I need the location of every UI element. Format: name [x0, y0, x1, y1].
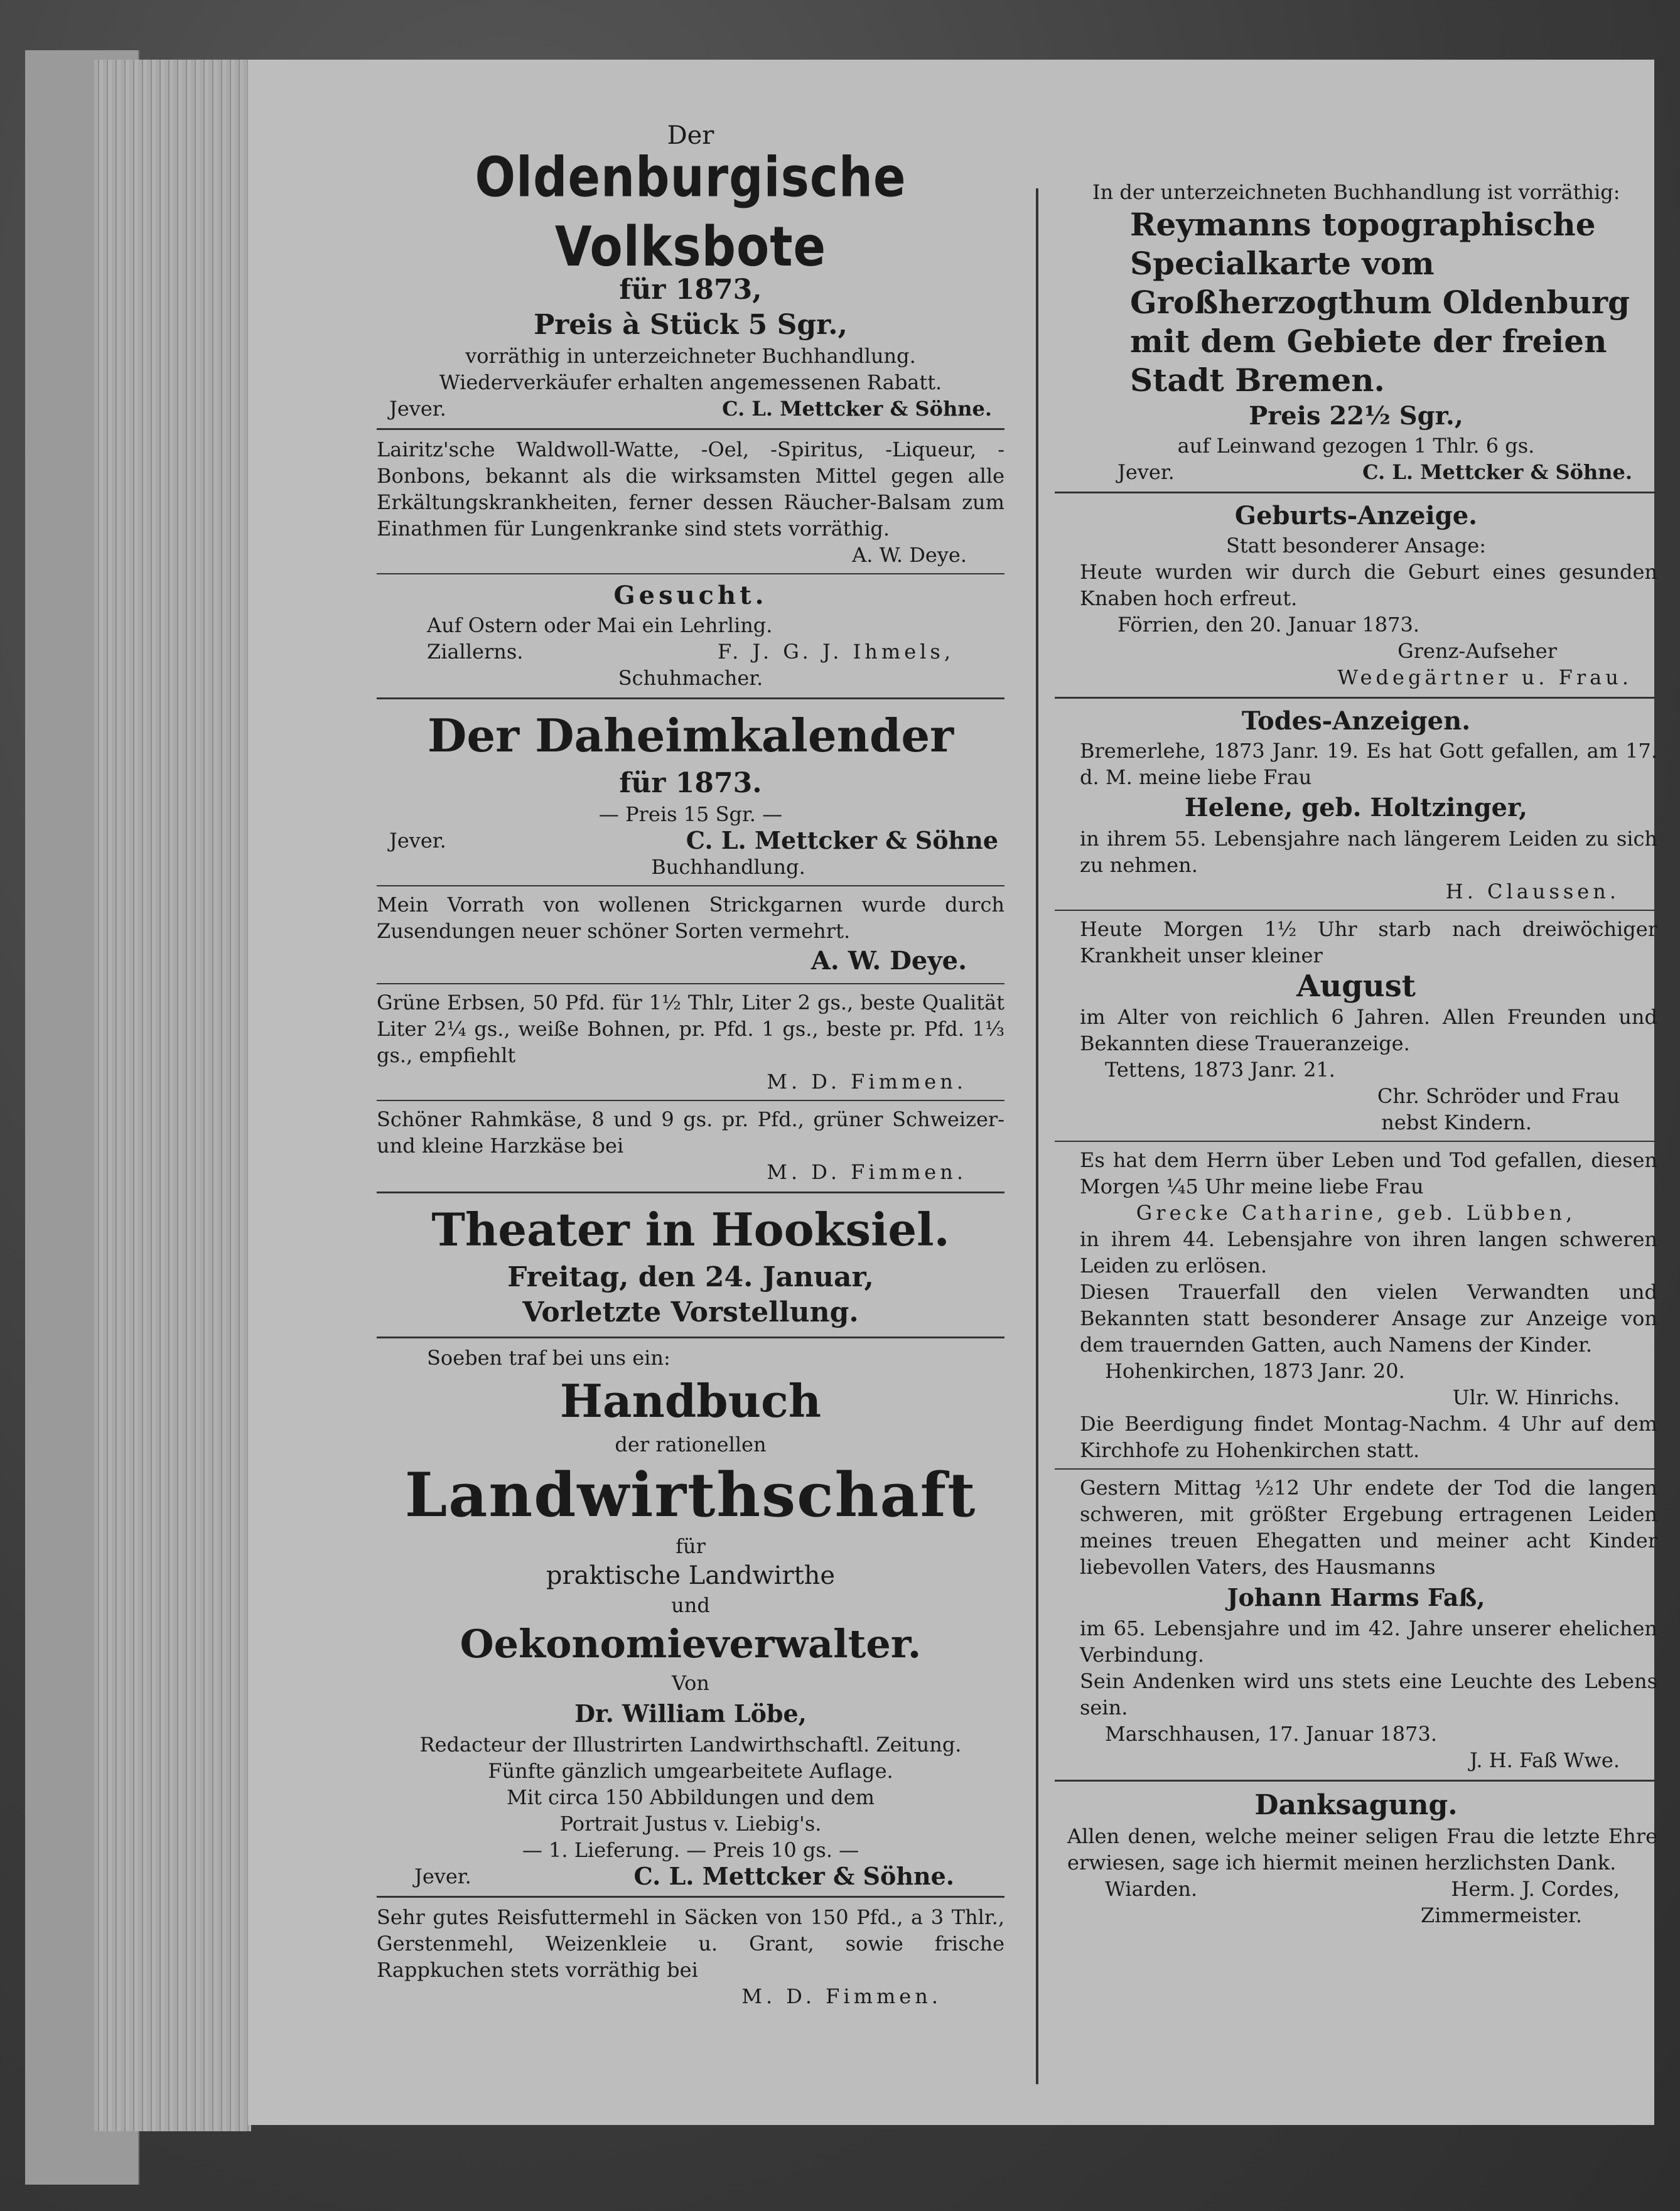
daheim-title: Der Daheimkalender: [427, 709, 954, 762]
theater-line2: Vorletzte Vorstellung.: [522, 1296, 859, 1328]
lairitz-text: Lairitz'sche Waldwoll-Watte, -Oel, -Spiritus, -Liqueur, -Bonbons, bekannt als die wirksamsten Mittel gegen alle Erkältungskrankheiten, ferner dessen Räucher-Balsam zum Einathmen für Lungenkranke sind stets vorräthig.: [377, 438, 1004, 541]
separator: [377, 1337, 1004, 1338]
todes-place4: Marschhausen, 17. Januar 1873.: [1105, 1722, 1438, 1746]
daheim-firm: C. L. Mettcker & Söhne: [686, 826, 998, 854]
daheim-place: Jever.: [389, 829, 446, 853]
geburt-placedate: Förrien, den 20. Januar 1873.: [1117, 613, 1419, 637]
todes-name1: Helene, geb. Holtzinger,: [1184, 793, 1528, 822]
handbuch-firm: C. L. Mettcker & Söhne.: [633, 1862, 954, 1890]
gesucht-title: Gesucht.: [613, 581, 768, 610]
dank-text: Allen denen, welche meiner seligen Frau die letzte Ehre erwiesen, sage ich hiermit meinen herzlichsten Dank.: [1067, 1824, 1657, 1875]
volksbote-title: Oldenburgische Volksbote: [475, 145, 907, 279]
daheim-price: — Preis 15 Sgr. —: [598, 802, 783, 826]
handbuch-edition: Fünfte gänzlich umgearbeitete Auflage.: [488, 1759, 893, 1783]
todes-p4c: Sein Andenken wird uns stets eine Leuchte des Lebens sein.: [1080, 1669, 1657, 1719]
erbsen-signature: M. D. Fimmen.: [767, 1070, 967, 1094]
handbuch-portrait: Portrait Justus v. Liebig's.: [559, 1812, 822, 1836]
separator: [1055, 697, 1657, 699]
todes-p1: Bremerlehe, 1873 Janr. 19. Es hat Gott gefallen, am 17. d. M. meine liebe Frau: [1080, 739, 1657, 789]
todes-p2b: im Alter von reichlich 6 Jahren. Allen Freunden und Bekannten diese Traueranzeige.: [1080, 1005, 1657, 1055]
todes-p3b: in ihrem 44. Lebensjahre von ihren langen schweren Leiden zu erlösen.: [1080, 1227, 1657, 1278]
karte-place: Jever.: [1117, 460, 1175, 484]
separator: [377, 428, 1004, 430]
ad-strick: [377, 891, 1004, 978]
ad-reis: [377, 1904, 1004, 2009]
separator: [377, 885, 1004, 886]
separator: [1055, 910, 1657, 911]
daheim-firm2: Buchhandlung.: [651, 855, 805, 879]
handbuch-illus: Mit circa 150 Abbildungen und dem: [507, 1785, 875, 1809]
todes-sig1: H. Claussen.: [1445, 880, 1620, 903]
todes-p3c: Diesen Trauerfall den vielen Verwandten und Bekannten statt besonderer Ansage zur Anzeige von dem trauernden Gatten, auch Namens der Kinder.: [1080, 1280, 1657, 1357]
handbuch-footer: [377, 1863, 1004, 1890]
theater-line1: Freitag, den 24. Januar,: [507, 1261, 874, 1293]
todes-name4: Johann Harms Faß,: [1227, 1583, 1485, 1611]
karte-title: Reymanns topographische Specialkarte vom Großherzogthum Oldenburg mit dem Gebiete der freien Stadt Bremen.: [1130, 206, 1630, 399]
kaese-signature: M. D. Fimmen.: [767, 1160, 967, 1184]
volksbote-firm: C. L. Mettcker & Söhne.: [722, 397, 992, 421]
handbuch-title2: Landwirthschaft: [404, 1460, 977, 1530]
geburt-line1: Statt besonderer Ansage:: [1225, 534, 1486, 557]
ad-lairitz: [377, 436, 1004, 568]
volksbote-der: Der: [667, 121, 714, 150]
dank-footer: [1055, 1876, 1657, 1902]
separator: [377, 1100, 1004, 1101]
ad-erbsen: [377, 989, 1004, 1095]
karte-firm: C. L. Mettcker & Söhne.: [1362, 460, 1632, 484]
reis-signature: M. D. Fimmen.: [741, 1984, 942, 2008]
separator: [1055, 1468, 1657, 1470]
handbuch-sub2: praktische Landwirthe: [546, 1561, 836, 1590]
separator: [377, 983, 1004, 984]
handbuch-price: — 1. Lieferung. — Preis 10 gs. —: [522, 1838, 859, 1862]
handbuch-und: und: [671, 1593, 710, 1617]
handbuch-fuer: für: [676, 1534, 706, 1558]
ad-dank: [1055, 1788, 1657, 1929]
separator: [377, 1896, 1004, 1898]
volksbote-footer: [377, 395, 1004, 422]
ad-theater: [377, 1200, 1004, 1330]
handbuch-title: Handbuch: [559, 1374, 822, 1428]
todes-p4: Gestern Mittag ½12 Uhr endete der Tod die langen schweren, mit größter Ergebung ertragenen Leiden meines treuen Ehegatten und meiner acht Kinder liebevollen Vaters, des Hausmanns: [1080, 1476, 1657, 1579]
geburt-text: Heute wurden wir durch die Geburt eines gesunden Knaben hoch erfreut.: [1080, 560, 1657, 610]
ad-daheim: [377, 706, 1004, 880]
geburt-title: Geburts-Anzeige.: [1234, 501, 1478, 530]
handbuch-place: Jever.: [414, 1864, 471, 1888]
gesucht-footer: [377, 638, 1004, 665]
todes-title: Todes-Anzeigen.: [1241, 706, 1471, 736]
gesucht-place: Ziallerns.: [427, 640, 524, 664]
volksbote-line1: vorräthig in unterzeichneter Buchhandlung.: [465, 344, 916, 368]
ad-volksbote: [377, 119, 1004, 422]
todes-p1b: in ihrem 55. Lebensjahre nach längerem Leiden zu sich zu nehmen.: [1080, 827, 1657, 877]
karte-line1: auf Leinwand gezogen 1 Thlr. 6 gs.: [1177, 434, 1535, 458]
lairitz-signature: A. W. Deye.: [852, 543, 967, 567]
todes-sig2b: nebst Kindern.: [1381, 1111, 1532, 1134]
strick-signature: A. W. Deye.: [810, 946, 967, 976]
erbsen-text: Grüne Erbsen, 50 Pfd. für 1½ Thlr, Liter 2 gs., beste Qualität Liter 2¼ gs., weiße Bohnen, pr. Pfd. 1 gs., beste pr. Pfd. 1⅓ gs., empfiehlt: [377, 991, 1004, 1067]
page-stack-edges: [94, 60, 251, 2131]
reis-text: Sehr gutes Reisfuttermehl in Säcken von 150 Pfd., a 3 Thlr., Gerstenmehl, Weizenkleie u. Grant, sowie frische Rappkuchen stets vorräthig bei: [377, 1905, 1004, 1982]
separator: [377, 1192, 1004, 1193]
separator: [1055, 1141, 1657, 1142]
todes-place3: Hohenkirchen, 1873 Janr. 20.: [1105, 1359, 1405, 1383]
todes-sig2: Chr. Schröder und Frau: [1377, 1084, 1620, 1108]
handbuch-role: Redacteur der Illustrirten Landwirthschaftl. Zeitung.: [419, 1733, 962, 1756]
handbuch-sub3: Oekonomieverwalter.: [460, 1621, 922, 1667]
ad-karte: [1055, 179, 1657, 485]
separator: [1055, 1780, 1657, 1782]
geburt-role: Grenz-Aufseher: [1397, 639, 1557, 663]
gesucht-line1: Auf Ostern oder Mai ein Lehrling.: [427, 613, 773, 637]
todes-p3: Es hat dem Herrn über Leben und Tod gefallen, diesen Morgen ¼5 Uhr meine liebe Frau: [1080, 1148, 1657, 1198]
volksbote-line2: Wiederverkäufer erhalten angemessenen Rabatt.: [439, 370, 942, 394]
todes-name3: Grecke Catharine, geb. Lübben,: [1136, 1201, 1576, 1225]
ad-todes: [1055, 705, 1657, 1773]
karte-footer: [1055, 459, 1657, 485]
dank-name: Herm. J. Cordes,: [1451, 1877, 1620, 1901]
strick-text: Mein Vorrath von wollenen Strickgarnen wurde durch Zusendungen neuer schöner Sorten vermehrt.: [377, 893, 1004, 943]
dank-place: Wiarden.: [1105, 1877, 1198, 1901]
handbuch-intro: Soeben traf bei uns ein:: [427, 1346, 670, 1370]
todes-p3d: Die Beerdigung findet Montag-Nachm. 4 Uhr auf dem Kirchhofe zu Hohenkirchen statt.: [1080, 1412, 1657, 1462]
todes-p4b: im 65. Lebensjahre und im 42. Jahre unserer ehelichen Verbindung.: [1080, 1617, 1657, 1667]
daheim-year: für 1873.: [619, 767, 762, 799]
handbuch-author: Dr. William Löbe,: [574, 1699, 807, 1728]
separator: [377, 573, 1004, 574]
gesucht-name: F. J. G. J. Ihmels,: [717, 640, 954, 664]
ad-handbuch: [377, 1345, 1004, 1890]
separator: [377, 697, 1004, 699]
karte-intro: In der unterzeichneten Buchhandlung ist vorräthig:: [1092, 180, 1620, 204]
geburt-names: Wedegärtner u. Frau.: [1337, 665, 1632, 689]
column-divider: [1036, 188, 1038, 2084]
dank-trade: Zimmermeister.: [1420, 1903, 1582, 1927]
volksbote-year: für 1873,: [619, 274, 762, 306]
right-column: [1055, 179, 1657, 2156]
karte-price: Preis 22½ Sgr.,: [1249, 401, 1463, 431]
volksbote-place: Jever.: [389, 397, 446, 421]
handbuch-sub1: der rationellen: [615, 1433, 767, 1456]
handbuch-von: Von: [671, 1671, 710, 1695]
todes-name2: August: [1296, 969, 1416, 1004]
volksbote-price: Preis à Stück 5 Sgr.,: [534, 309, 848, 341]
todes-sig4: J. H. Faß Wwe.: [1470, 1748, 1620, 1772]
todes-p2: Heute Morgen 1½ Uhr starb nach dreiwöchiger Krankheit unser kleiner: [1080, 917, 1657, 967]
ad-gesucht: [377, 579, 1004, 691]
daheim-footer: [377, 827, 1004, 854]
theater-title: Theater in Hooksiel.: [431, 1203, 950, 1256]
ad-kaese: [377, 1106, 1004, 1185]
ad-geburt: [1055, 500, 1657, 691]
left-column: [377, 119, 1004, 2009]
todes-sig3: Ulr. W. Hinrichs.: [1452, 1385, 1620, 1409]
todes-place2: Tettens, 1873 Janr. 21.: [1105, 1058, 1335, 1082]
gesucht-trade: Schuhmacher.: [618, 666, 763, 690]
kaese-text: Schöner Rahmkäse, 8 und 9 gs. pr. Pfd., grüner Schweizer- und kleine Harzkäse bei: [377, 1107, 1004, 1158]
separator: [1055, 492, 1657, 493]
dank-title: Danksagung.: [1254, 1789, 1458, 1821]
